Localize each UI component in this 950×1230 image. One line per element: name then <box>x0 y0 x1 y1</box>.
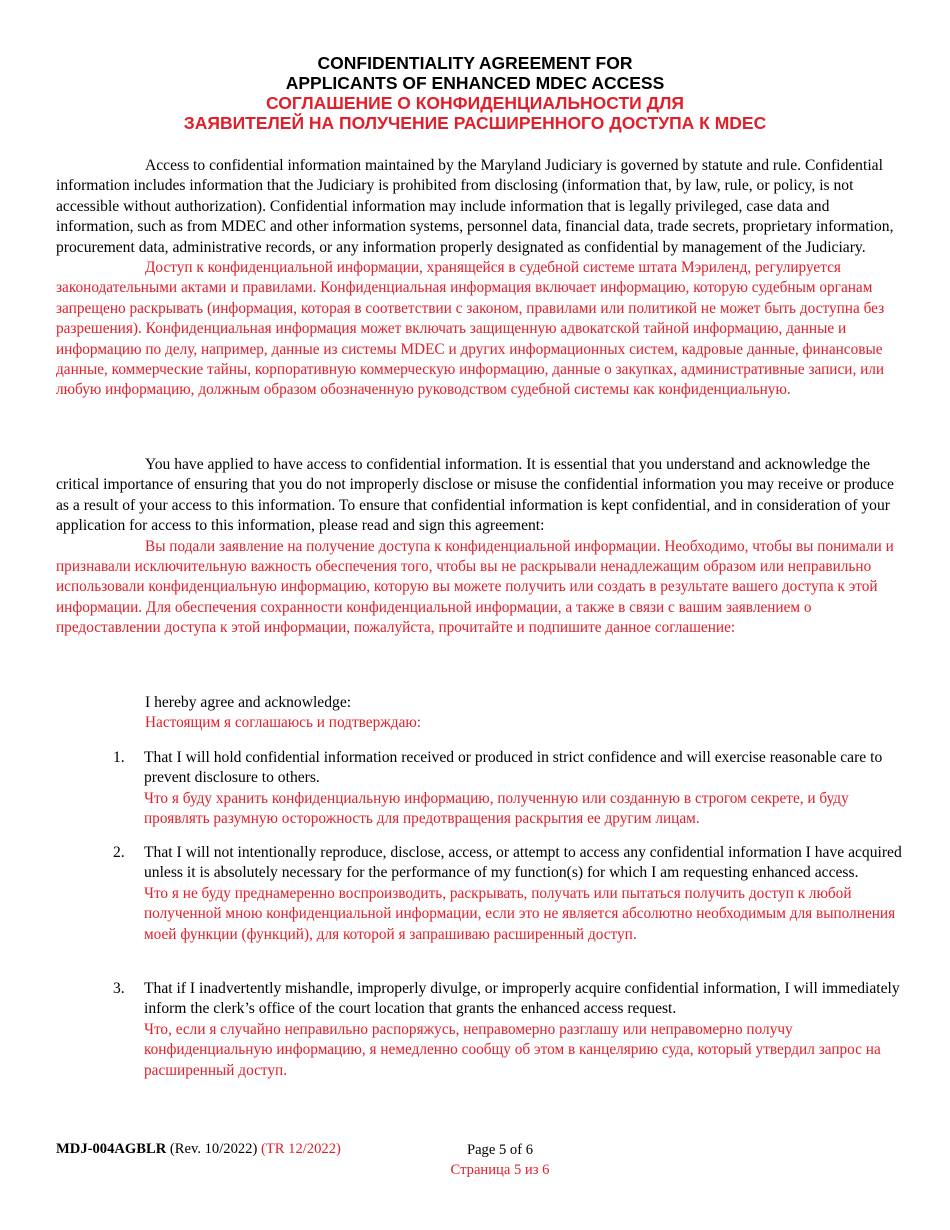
list-item <box>144 748 902 830</box>
applied-section <box>56 455 902 639</box>
applied-paragraph-ru: Вы подали заявление на получение доступа к конфиденциальной информации. Необходимо, чтобы вы понимали и признавали исключительную важность обеспечения того, чтобы вы не раскрывали ненадлежащим образом или неправильно использовали конфиденциальную информацию, которую вы можете получить или создать в результате вашего доступа к этой информации. Для обеспечения сохранности конфиденциальной информации, а также в связи с вашим заявлением о предоставлении доступа к этой информации, пожалуйста, прочитайте и подпишите данное соглашение: <box>56 537 894 637</box>
list-item <box>144 979 902 1081</box>
list-item <box>144 843 902 945</box>
agree-text-en: I hereby agree and acknowledge: <box>145 694 352 711</box>
intro-paragraph-ru: Доступ к конфиденциальной информации, хранящейся в судебной системе штата Мэриленд, регулируется законодательными актами и правилами. Конфиденциальная информация включает информацию, которую судебным органам запрещено раскрывать (информация, которая в соответствии с законом, правилами или политикой не может быть доступна без разрешения). Конфиденциальная информация может включать защищенную адвокатской тайной информацию, данные и информацию по делу, например, данные из системы MDEC и других информационных систем, кадровые данные, финансовые данные, коммерческие тайны, корпоративную коммерческую информацию, данные о закупках, административные записи, или любую информацию, должным образом обозначенную руководством судебной системы как конфиденциальную. <box>56 259 885 399</box>
page-number-ru: Страница 5 из 6 <box>450 1162 550 1178</box>
list-item-ru: Что я не буду преднамеренно воспроизводить, раскрывать, получать или пытаться получить доступ к любой полученной мною конфиденциальной информации, если это не является абсолютно необходимым для выполнения моей функции (функций), для которой я запрашиваю расширенный доступ. <box>144 884 896 943</box>
list-item-ru: Что, если я случайно неправильно распоряжусь, неправомерно разглашу или неправомерно получу конфиденциальную информацию, я немедленно сообщу об этом в канцелярию суда, который утвердил запрос на расширенный доступ. <box>144 1020 881 1079</box>
list-item-number: 1. <box>113 749 125 766</box>
title-en-line2: APPLICANTS OF ENHANCED MDEC ACCESS <box>285 73 665 93</box>
title-ru-line2: ЗАЯВИТЕЛЕЙ НА ПОЛУЧЕНИЕ РАСШИРЕННОГО ДОСТУПА К MDEC <box>183 113 767 133</box>
footer-page-number <box>440 1140 560 1180</box>
list-item-number: 3. <box>113 980 125 997</box>
title-ru-line1: СОГЛАШЕНИЕ О КОНФИДЕНЦИАЛЬНОСТИ ДЛЯ <box>266 93 684 113</box>
intro-paragraph-en: Access to confidential information maintained by the Maryland Judiciary is governed by statute and rule. Confidential information includes information that the Judiciary is prohibited from disclosing (information that, by law, rule, or policy, is not accessible without authorization). Confidential information may include information that is legally privileged, case data and information, such as from MDEC and other information systems, personnel data, financial data, trade secrets, proprietary information, procurement data, administrative records, or any information properly designated as confidential by management of the Judiciary. <box>56 157 894 256</box>
list-item-en: That if I inadvertently mishandle, improperly divulge, or improperly acquire confidential information, I will immediately inform the clerk’s office of the court location that grants the enhanced access request. <box>144 980 900 1018</box>
applied-paragraph-en: You have applied to have access to confidential information. It is essential that you understand and acknowledge the critical importance of ensuring that you do not improperly disclose or misuse the confidential information you may receive or produce as a result of your access to this information. To ensure that confidential information is kept confidential, and in consideration of your application for access to this information, please read and sign this agreement: <box>56 456 894 535</box>
title-en-line1: CONFIDENTIALITY AGREEMENT FOR <box>317 53 633 73</box>
form-revision: (Rev. 10/2022) <box>169 1141 258 1157</box>
form-code: MDJ-004AGBLR <box>56 1141 167 1157</box>
list-item-en: That I will not intentionally reproduce, disclose, access, or attempt to access any confidential information I have acquired unless it is absolutely necessary for the performance of my function(s) for which I am requesting enhanced access. <box>144 844 902 882</box>
document-title <box>0 53 950 133</box>
form-translation-date: (TR 12/2022) <box>261 1141 341 1157</box>
list-item-number: 2. <box>113 844 125 861</box>
agree-section <box>145 693 845 734</box>
list-item-ru: Что я буду хранить конфиденциальную информацию, полученную или созданную в строгом секрете, и буду проявлять разумную осторожность для предотвращения раскрытия ее другим лицам. <box>144 789 849 828</box>
footer-form-code <box>56 1140 341 1159</box>
intro-section <box>56 156 902 401</box>
page-number-en: Page 5 of 6 <box>466 1142 534 1158</box>
list-item-en: That I will hold confidential information received or produced in strict confidence and will exercise reasonable care to prevent disclosure to others. <box>144 749 883 787</box>
agree-text-ru: Настоящим я соглашаюсь и подтверждаю: <box>145 714 422 732</box>
